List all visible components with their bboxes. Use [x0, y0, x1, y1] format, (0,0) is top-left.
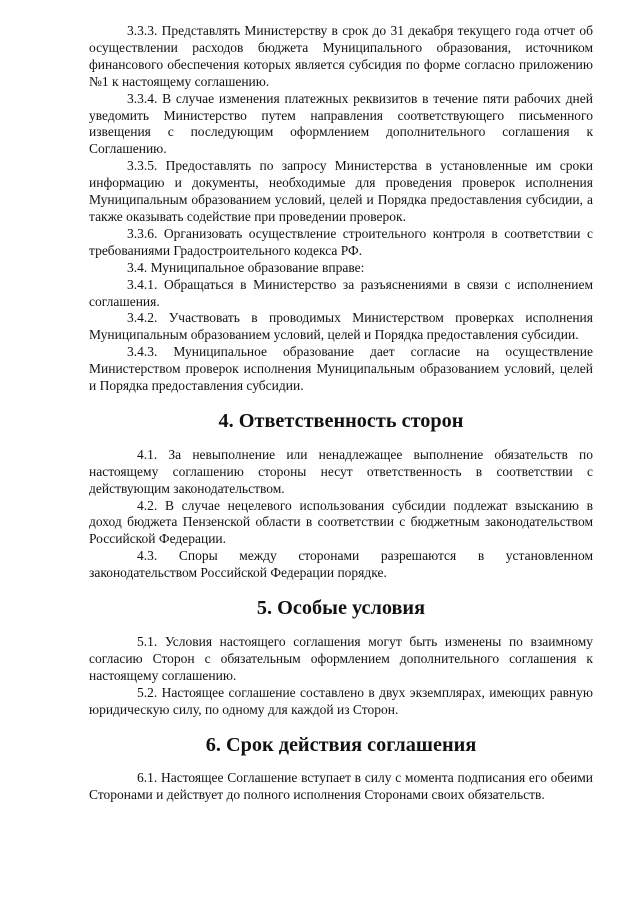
clause-3-3-6: 3.3.6. Организовать осуществление строительного контроля в соответствии с требованиями Градостроительного кодекса РФ.	[89, 225, 593, 258]
document-page	[89, 23, 593, 804]
clause-3-4: 3.4. Муниципальное образование вправе:	[127, 259, 365, 275]
clause-4-3: 4.3. Споры между сторонами разрешаются в установленном законодательством Российской Федерации порядке.	[89, 548, 593, 581]
clause-5-1: 5.1. Условия настоящего соглашения могут быть изменены по взаимному согласию Сторон с обязательным оформлением дополнительного соглашения к настоящему соглашению.	[89, 634, 593, 683]
section-5-heading: 5. Особые условия	[256, 597, 426, 620]
clause-6-1: 6.1. Настоящее Соглашение вступает в силу с момента подписания его обеими Сторонами и действует до полного исполнения Сторонами своих обязательств.	[89, 770, 593, 803]
spacer	[89, 617, 593, 634]
clause-3-4-2: 3.4.2. Участвовать в проводимых Министерством проверках исполнения Муниципальным образованием условий, целей и Порядка предоставления субсидии.	[89, 310, 593, 343]
spacer	[89, 753, 593, 770]
section-4-heading: 4. Ответственность сторон	[218, 409, 464, 432]
section-6-heading: 6. Срок действия соглашения	[205, 733, 477, 756]
clause-3-3-3: 3.3.3. Представлять Министерству в срок до 31 декабря текущего года отчет об осуществлении расходов бюджета Муниципального образования, источником финансового обеспечения которых является субсидия по форме согласно приложению №1 к настоящему соглашению.	[89, 23, 593, 89]
clause-4-1: 4.1. За невыполнение или ненадлежащее выполнение обязательств по настоящему соглашению стороны несут ответственность в соответствии с действующим законодательством.	[89, 446, 593, 496]
clause-3-4-1: 3.4.1. Обращаться в Министерство за разъяснениями в связи с исполнением соглашения.	[89, 276, 593, 309]
clause-4-2: 4.2. В случае нецелевого использования субсидии подлежат взысканию в доход бюджета Пензенской области в соответствии с бюджетным законодательством Российской Федерации.	[89, 497, 593, 547]
clause-3-3-4: 3.3.4. В случае изменения платежных реквизитов в течение пяти рабочих дней уведомить Министерство путем направления соответствующего письменного извещения с последующим оформлением дополнительного соглашения к Соглашению.	[89, 90, 593, 157]
clause-3-3-5: 3.3.5. Предоставлять по запросу Министерства в установленные им сроки информацию и документы, необходимые для проведения проверок исполнения Муниципальным образованием условий, целей и Порядка предоставления субсидии, а также оказывать содействие при проведении проверок.	[89, 158, 593, 224]
spacer	[89, 430, 593, 447]
clause-3-4-3: 3.4.3. Муниципальное образование дает согласие на осуществление Министерством проверок исполнения Муниципальным образованием условий, целей и Порядка предоставления субсидии.	[89, 344, 593, 394]
clause-5-2: 5.2. Настоящее соглашение составлено в двух экземплярах, имеющих равную юридическую силу, по одному для каждой из Сторон.	[89, 684, 593, 717]
